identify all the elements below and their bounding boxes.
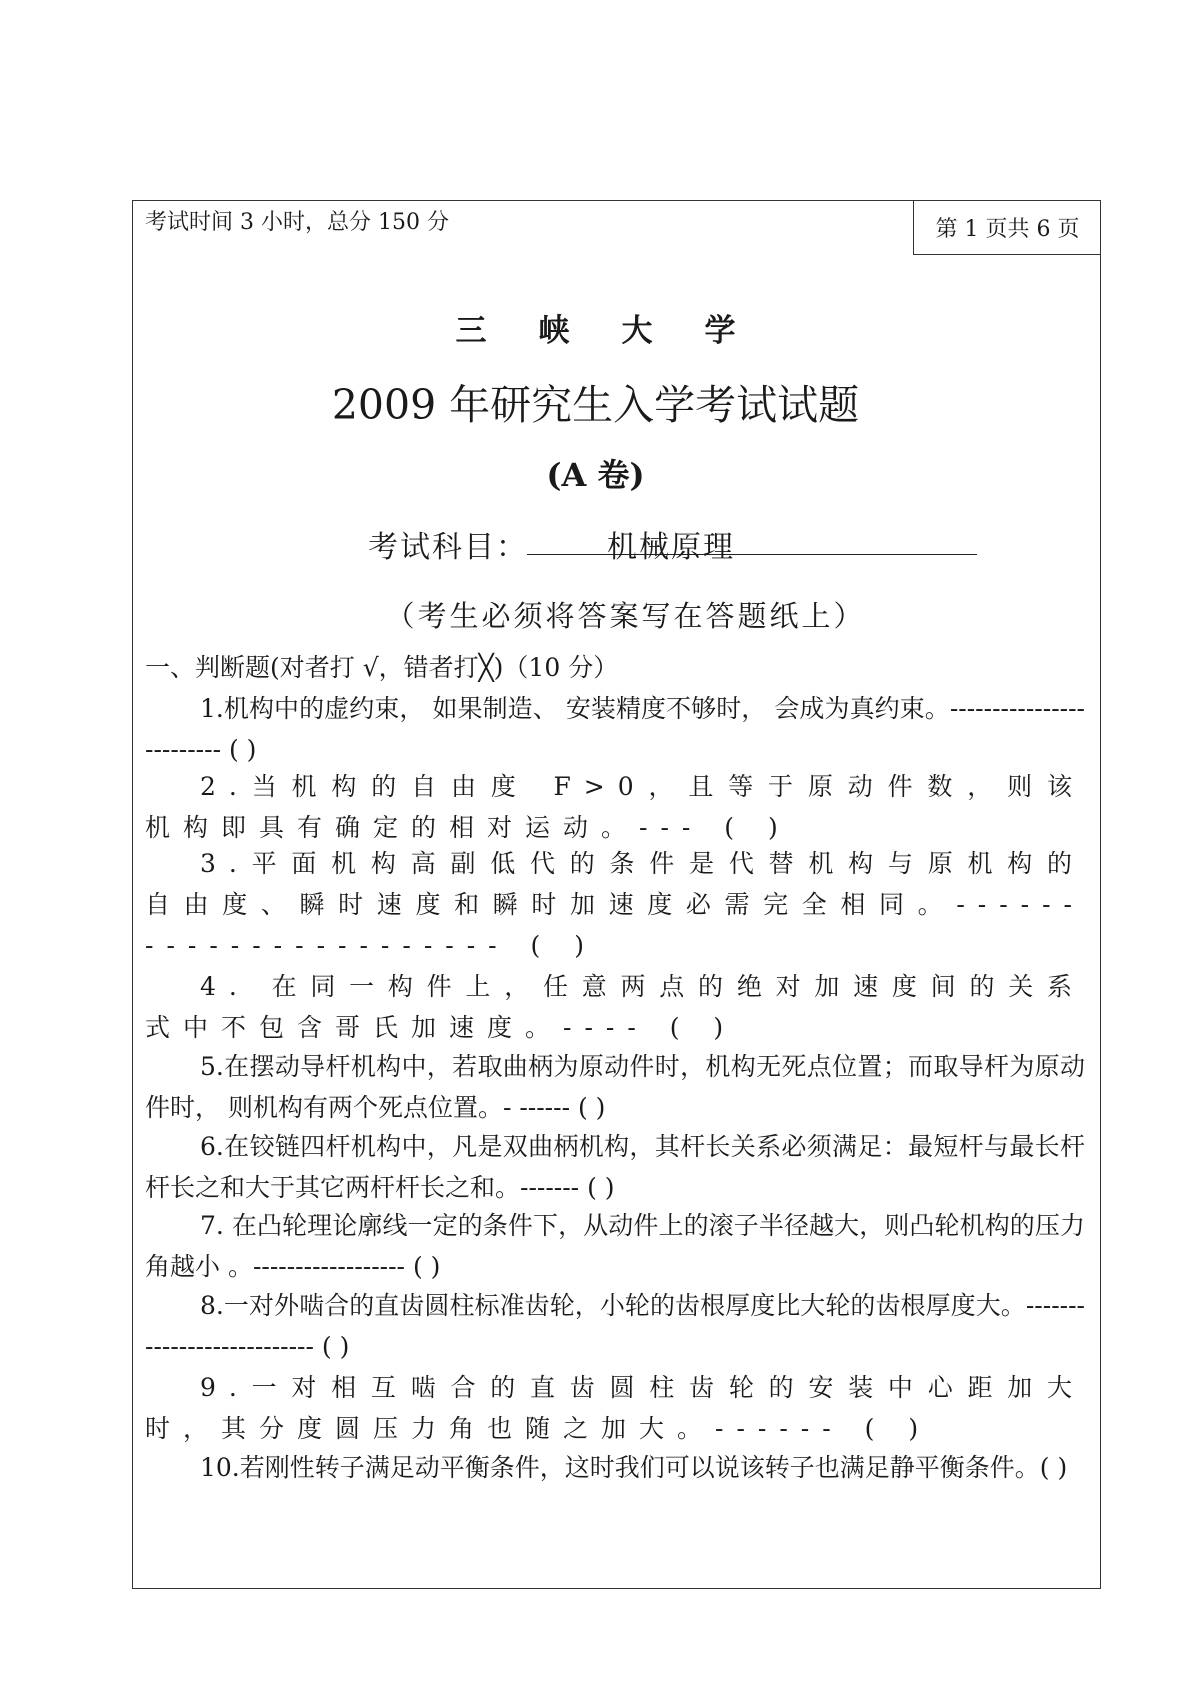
question-8: 8.一对外啮合的直齿圆柱标准齿轮，小轮的齿根厚度比大轮的齿根厚度大。--------------------------- ( ) bbox=[145, 1291, 1085, 1361]
section-heading: 一、判断题(对者打 √，错者打╳)（10 分） bbox=[145, 653, 619, 682]
question-3: 3.平面机构高副低代的条件是代替机构与原机构的自由度、瞬时速度和瞬时加速度必需完全相同。----------------------- ( ) bbox=[145, 849, 1085, 960]
question-6: 6.在铰链四杆机构中，凡是双曲柄机构，其杆长关系必须满足：最短杆与最长杆杆长之和大于其它两杆杆长之和。------- ( ) bbox=[145, 1132, 1085, 1202]
exam-time: 考试时间 3 小时，总分 150 分 bbox=[145, 210, 449, 235]
subject-underline bbox=[527, 554, 977, 555]
question-1: 1.机构中的虚约束， 如果制造、 安装精度不够时， 会成为真约束。------------------------- ( ) bbox=[145, 694, 1085, 764]
exam-title: 2009 年研究生入学考试试题 bbox=[331, 381, 860, 429]
university-name: 三峡大学 bbox=[455, 313, 788, 349]
question-9: 9.一对相互啮合的直齿圆柱齿轮的安装中心距加大时，其分度圆压力角也随之加大。------ ( ) bbox=[145, 1373, 1085, 1443]
answer-notice: （考生必须将答案写在答题纸上） bbox=[385, 599, 866, 633]
subject-value: 机械原理 bbox=[607, 530, 735, 565]
page-info: 第 1 页共 6 页 bbox=[913, 200, 1101, 255]
question-10: 10.若刚性转子满足动平衡条件，这时我们可以说该转子也满足静平衡条件。( ) bbox=[200, 1453, 1068, 1482]
question-2: 2.当机构的自由度 F>0，且等于原动件数，则该机构即具有确定的相对运动。--- ( ) bbox=[145, 772, 1085, 842]
question-4: 4. 在同一构件上，任意两点的绝对加速度间的关系式中不包含哥氏加速度。---- ( ) bbox=[145, 972, 1085, 1042]
volume-label: (A 卷) bbox=[546, 456, 645, 494]
question-5: 5.在摆动导杆机构中，若取曲柄为原动件时，机构无死点位置；而取导杆为原动件时， 则机构有两个死点位置。- ------ ( ) bbox=[145, 1052, 1085, 1122]
subject-label: 考试科目： bbox=[368, 530, 528, 565]
question-7: 7. 在凸轮理论廓线一定的条件下，从动件上的滚子半径越大，则凸轮机构的压力角越小 。------------------ ( ) bbox=[145, 1211, 1085, 1281]
